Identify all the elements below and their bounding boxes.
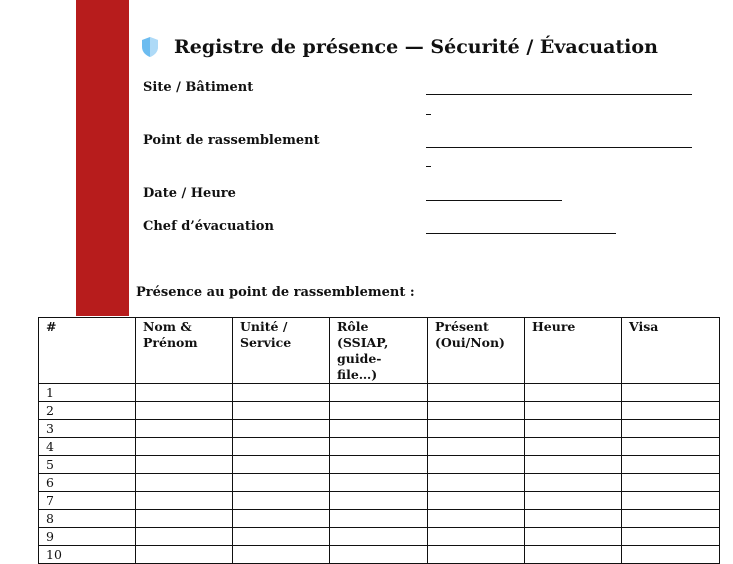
unit-cell[interactable] (233, 528, 330, 546)
name-cell[interactable] (136, 474, 233, 492)
present-cell[interactable] (428, 384, 525, 402)
role-cell[interactable] (330, 384, 428, 402)
column-header-number: # (39, 318, 136, 384)
role-cell[interactable] (330, 474, 428, 492)
row-number: 6 (39, 474, 136, 492)
time-cell[interactable] (525, 528, 622, 546)
row-number: 9 (39, 528, 136, 546)
name-cell[interactable] (136, 528, 233, 546)
accent-band (76, 0, 129, 316)
visa-cell[interactable] (622, 456, 720, 474)
visa-cell[interactable] (622, 510, 720, 528)
present-cell[interactable] (428, 528, 525, 546)
row-number: 10 (39, 546, 136, 564)
field-label-date-time: Date / Heure (143, 186, 236, 201)
field-label-site: Site / Bâtiment (143, 80, 254, 95)
visa-cell[interactable] (622, 474, 720, 492)
name-cell[interactable] (136, 420, 233, 438)
evacuation-leader-entry-line[interactable] (426, 233, 616, 234)
row-number: 4 (39, 438, 136, 456)
attendance-table (38, 317, 720, 564)
visa-cell[interactable] (622, 546, 720, 564)
present-cell[interactable] (428, 492, 525, 510)
column-header-present: Présent (Oui/Non) (428, 318, 525, 384)
role-cell[interactable] (330, 528, 428, 546)
attendance-section-label: Présence au point de rassemblement : (136, 285, 415, 300)
present-cell[interactable] (428, 474, 525, 492)
visa-cell[interactable] (622, 402, 720, 420)
unit-cell[interactable] (233, 438, 330, 456)
column-header-role: Rôle (SSIAP, guide-file…) (330, 318, 428, 384)
table-row (39, 420, 720, 438)
unit-cell[interactable] (233, 420, 330, 438)
time-cell[interactable] (525, 474, 622, 492)
visa-cell[interactable] (622, 384, 720, 402)
visa-cell[interactable] (622, 528, 720, 546)
row-number: 7 (39, 492, 136, 510)
table-row (39, 528, 720, 546)
table-row (39, 474, 720, 492)
time-cell[interactable] (525, 384, 622, 402)
row-number: 8 (39, 510, 136, 528)
time-cell[interactable] (525, 492, 622, 510)
present-cell[interactable] (428, 510, 525, 528)
role-cell[interactable] (330, 492, 428, 510)
unit-cell[interactable] (233, 384, 330, 402)
visa-cell[interactable] (622, 420, 720, 438)
field-label-assembly-point: Point de rassemblement (143, 133, 320, 148)
column-header-time: Heure (525, 318, 622, 384)
row-number: 3 (39, 420, 136, 438)
site-entry-line[interactable] (426, 94, 692, 95)
time-cell[interactable] (525, 456, 622, 474)
role-cell[interactable] (330, 438, 428, 456)
column-header-name: Nom & Prénom (136, 318, 233, 384)
row-number: 5 (39, 456, 136, 474)
assembly-point-entry-line[interactable] (426, 147, 692, 148)
present-cell[interactable] (428, 402, 525, 420)
table-row (39, 402, 720, 420)
time-cell[interactable] (525, 420, 622, 438)
time-cell[interactable] (525, 510, 622, 528)
name-cell[interactable] (136, 438, 233, 456)
site-entry-line-continuation (426, 114, 431, 115)
present-cell[interactable] (428, 438, 525, 456)
field-label-evacuation-leader: Chef d’évacuation (143, 219, 274, 234)
assembly-point-entry-line-continuation (426, 166, 431, 167)
present-cell[interactable] (428, 546, 525, 564)
column-header-visa: Visa (622, 318, 720, 384)
name-cell[interactable] (136, 402, 233, 420)
name-cell[interactable] (136, 492, 233, 510)
unit-cell[interactable] (233, 492, 330, 510)
row-number: 2 (39, 402, 136, 420)
unit-cell[interactable] (233, 510, 330, 528)
name-cell[interactable] (136, 456, 233, 474)
table-row (39, 510, 720, 528)
role-cell[interactable] (330, 456, 428, 474)
name-cell[interactable] (136, 510, 233, 528)
column-header-unit: Unité / Service (233, 318, 330, 384)
unit-cell[interactable] (233, 546, 330, 564)
table-row (39, 492, 720, 510)
row-number: 1 (39, 384, 136, 402)
present-cell[interactable] (428, 456, 525, 474)
name-cell[interactable] (136, 546, 233, 564)
role-cell[interactable] (330, 546, 428, 564)
role-cell[interactable] (330, 420, 428, 438)
table-row (39, 438, 720, 456)
visa-cell[interactable] (622, 492, 720, 510)
role-cell[interactable] (330, 510, 428, 528)
name-cell[interactable] (136, 384, 233, 402)
visa-cell[interactable] (622, 438, 720, 456)
time-cell[interactable] (525, 438, 622, 456)
table-row (39, 384, 720, 402)
header (140, 36, 658, 58)
date-time-entry-line[interactable] (426, 200, 562, 201)
unit-cell[interactable] (233, 474, 330, 492)
table-row (39, 546, 720, 564)
role-cell[interactable] (330, 402, 428, 420)
unit-cell[interactable] (233, 402, 330, 420)
time-cell[interactable] (525, 402, 622, 420)
present-cell[interactable] (428, 420, 525, 438)
time-cell[interactable] (525, 546, 622, 564)
page-title: Registre de présence — Sécurité / Évacuation (174, 36, 658, 58)
table-row (39, 456, 720, 474)
unit-cell[interactable] (233, 456, 330, 474)
shield-icon (140, 36, 160, 58)
table-header-row (39, 318, 720, 384)
